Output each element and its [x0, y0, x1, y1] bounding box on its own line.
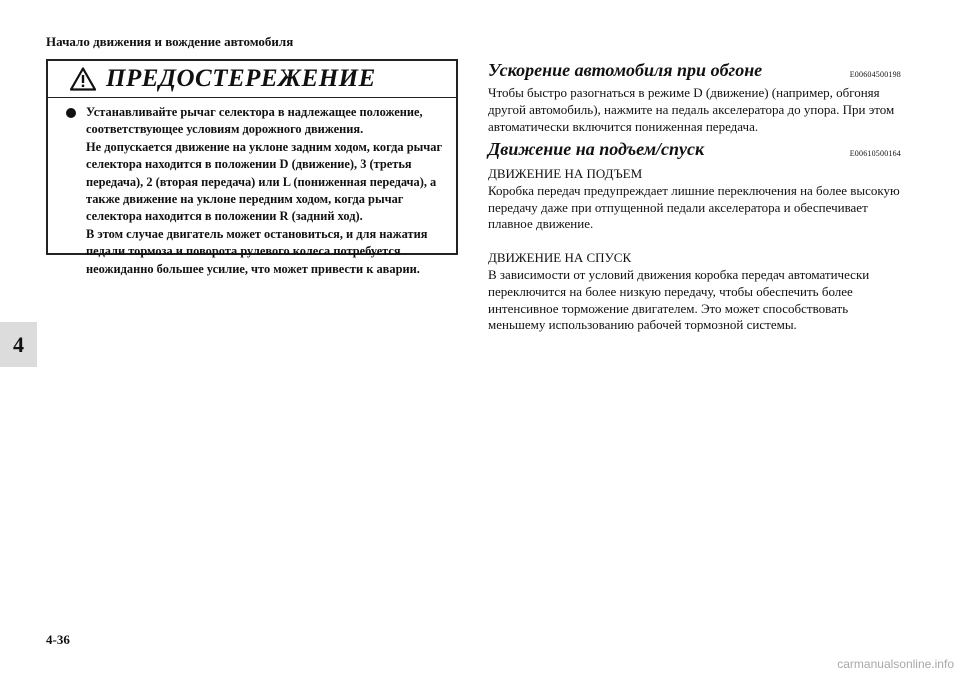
chapter-tab-number: 4: [13, 331, 24, 357]
warning-header: [48, 61, 456, 98]
page-number: 4-36: [46, 632, 70, 647]
chapter-tab: [0, 322, 37, 367]
section-hills: [488, 139, 901, 334]
warning-paragraph: В этом случае двигатель может остановиться, и для нажатия педали тормоза и поворота рулевого колеса потребуется неожиданно большее усилие, что может привести к аварии.: [86, 226, 428, 276]
warning-triangle-icon: [70, 67, 96, 91]
warning-title: ПРЕДОСТЕРЕЖЕНИЕ: [106, 65, 376, 92]
section-code: E00610500164: [849, 149, 901, 158]
warning-paragraph: Не допускается движение на уклоне задним ходом, когда рычаг селектора находится в положении D (движение), 3 (третья передача), 2 (вторая передача) или L (пониженная передача), а также движение на уклоне передним ходом, когда рычаг селектора находится в положении R (задний ход).: [86, 139, 443, 224]
warning-body: [48, 98, 456, 278]
warning-text: [86, 104, 446, 278]
section-overtaking: [488, 60, 901, 135]
section-title: Ускорение автомобиля при обгоне: [488, 60, 763, 80]
watermark: carmanualsonline.info: [837, 657, 954, 671]
section-code: E00604500198: [849, 70, 901, 79]
warning-box: [46, 59, 458, 276]
uphill-heading: ДВИЖЕНИЕ НА ПОДЪЕМ: [488, 166, 643, 181]
section-text: Чтобы быстро разогнаться в режиме D (движение) (например, обгоняя другой автомобиль), нажмите на педаль акселератора до упора. При этом автоматически включится пониженная передача.: [488, 85, 895, 134]
page-header: Начало движения и вождение автомобиля: [46, 34, 294, 49]
warning-paragraph: Устанавливайте рычаг селектора в надлежащее положение, соответствующее условиям дорожного движения.: [86, 105, 423, 137]
section-title: Движение на подъем/спуск: [488, 139, 705, 159]
downhill-text: В зависимости от условий движения коробка передач автоматически переключится на более низкую передачу, чтобы обеспечить более интенсивное торможение двигателем. Это может способствовать меньшему использованию рабочей тормозной системы.: [488, 266, 870, 333]
bullet-icon: [66, 108, 76, 118]
downhill-heading: ДВИЖЕНИЕ НА СПУСК: [488, 250, 632, 266]
uphill-text: Коробка передач предупреждает лишние переключения на более высокую передачу даже при отпущенной педали акселератора и обеспечивает плавное движение.: [488, 182, 900, 232]
